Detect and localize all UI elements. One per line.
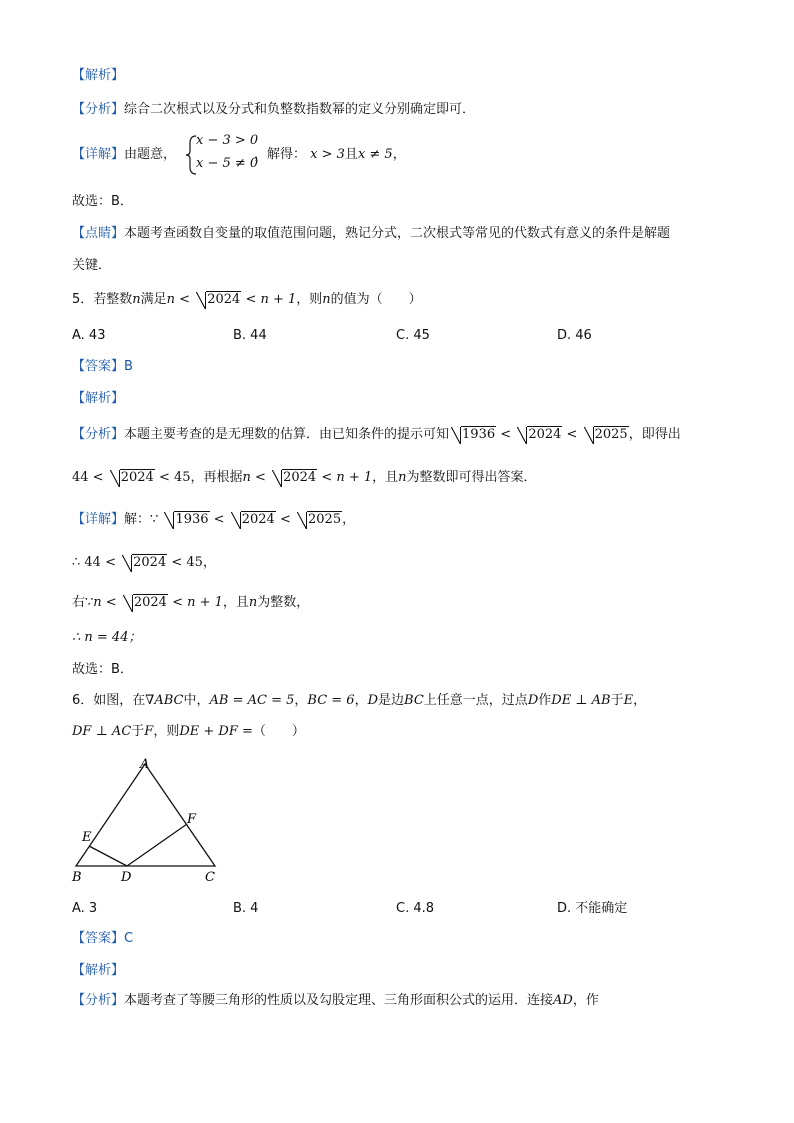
detail-text: 由题意， [124,147,177,162]
ineq-45: < 45 [171,555,203,570]
ineq-44: ∴ 44 < [72,555,116,570]
detail-text: 解：∵ [124,512,159,527]
analysis-text-b: ，即得出 [628,427,681,442]
q6-option-d: D. 不能确定 [557,901,628,916]
comma: ， [392,147,406,162]
sum-de-df: DE + DF = [179,724,253,739]
q5-option-d: D. 46 [557,328,592,343]
text: 作 [538,693,552,708]
ineq-left: n < [93,595,117,610]
text: 为整数， [257,595,310,610]
text: ，作 [572,993,599,1008]
sqrt-2024 [122,553,167,573]
lt-sign: < [279,512,291,527]
q5-option-b: B. 44 [233,328,267,343]
point-d: D [527,693,539,708]
text: （ ） [252,724,305,739]
q6-answer: 【答案】C [72,931,134,946]
label-b: B [72,870,82,885]
triangle-figure [60,752,230,887]
segment-bc: BC [404,693,424,708]
radicand: 2024 [528,427,562,442]
point-d: D [367,693,379,708]
text: ，则 [153,724,180,739]
label-d: D [121,870,132,885]
q4-remark-cont: 关键． [72,258,112,273]
sqrt-2025 [297,510,342,530]
var-n: n [322,292,331,307]
lt-sign: < [500,427,512,442]
df-perp-ac: DF ⊥ AC [72,724,132,739]
text: 于 [610,693,624,708]
q6-stem-2 [72,722,305,742]
radicand: 2024 [283,470,317,485]
point-e: E [623,693,634,708]
segment-df [127,824,187,866]
solution-label: ，解得： [254,147,307,162]
q5-therefore-1 [72,553,216,573]
q5-therefore-2: ∴ n = 44； [72,630,142,645]
q5-because [72,593,309,613]
q4-choice: 故选：B． [72,194,133,209]
q4-detail [72,145,176,165]
sqrt-2024 [196,290,241,310]
text: ，且 [222,595,249,610]
analysis-tag: 【分析】 [72,427,125,442]
text: ，且 [372,470,399,485]
eq-ab-ac: AB = AC = 5 [209,693,295,708]
q6-stem [72,691,646,711]
q5-option-c: C. 45 [396,328,430,343]
q4-analysis [72,100,475,120]
de-perp-ab: DE ⊥ AB [551,693,611,708]
analysis-text: 综合二次根式以及分式和负整数指数幂的定义分别确定即可． [124,102,476,117]
comma: ， [202,555,216,570]
text: 于 [131,724,145,739]
q5-analysis-line2 [72,468,537,488]
radicand: 2024 [120,470,154,485]
comma: ， [633,693,647,708]
q6-option-b: B. 4 [233,901,259,916]
q5-answer: 【答案】B [72,359,133,374]
comma: ， [342,512,356,527]
q4-remark [72,224,670,244]
ineq-right: < n + 1 [172,595,223,610]
detail-tag: 【详解】 [72,512,125,527]
q5-stem-c: ，则 [296,292,323,307]
q5-option-a: A. 43 [72,328,106,343]
segment-de [89,846,127,866]
ineq-left: n < [242,470,266,485]
ineq-right: < n + 1 [245,292,297,307]
ineq-left: n < [166,292,191,307]
condition-2: x ≠ 5 [357,147,393,162]
label-e: E [82,830,92,845]
var-n: n [132,292,141,307]
because-text: 右∵ [72,595,94,610]
sqrt-1936 [164,510,209,530]
label-f: F [187,812,197,827]
analysis-tag: 【分析】 [72,993,125,1008]
q5-stem [72,290,422,310]
q5-choice: 故选：B． [72,662,133,677]
q5-analysis-heading: 【解析】 [72,391,125,406]
text: 中， [183,693,210,708]
analysis-tag: 【分析】 [72,102,125,117]
radicand: 2025 [308,512,342,527]
radicand: 2024 [207,292,241,307]
label-a: A [140,757,150,772]
segment-ad: AD [553,993,573,1008]
q6-option-c: C. 4.8 [396,901,435,916]
ineq-right: < n + 1 [321,470,373,485]
var-n: n [248,595,258,610]
radicand: 2024 [241,512,275,527]
analysis-text: 本题主要考查的是无理数的估算．由已知条件的提示可知 [124,427,450,442]
text: 为整数即可得出答案． [406,470,537,485]
q5-analysis [72,425,681,445]
ineq-45: < 45 [158,470,191,485]
sqrt-1936 [451,425,496,445]
analysis-heading: 【解析】 [72,68,125,83]
remark-tag: 【点睛】 [72,226,125,241]
q5-stem-a: 5．若整数 [72,292,133,307]
remark-text: 本题考查函数自变量的取值范围问题，熟记分式，二次根式等常见的代数式有意义的条件是解题 [124,226,671,241]
radicand: 1936 [462,427,496,442]
var-n: n [398,470,407,485]
q6-analysis-heading: 【解析】 [72,963,125,978]
lt-sign: < [213,512,225,527]
detail-tag: 【详解】 [72,147,125,162]
sqrt-2024 [517,425,562,445]
ineq-44: 44 < [72,470,104,485]
condition-1: x > 3 [310,147,345,162]
radicand: 2024 [133,595,167,610]
radicand: 1936 [175,512,209,527]
sqrt-2024 [231,510,276,530]
q6-analysis [72,991,599,1011]
label-c: C [205,870,215,885]
sqrt-2024 [123,593,168,613]
sqrt-2024 [110,468,155,488]
lt-sign: < [566,427,578,442]
system-eq-1: x − 3 > 0 [196,133,259,148]
text: ，再根据 [190,470,243,485]
system-eq-2: x − 5 ≠ 0 [196,156,259,171]
q5-detail [72,510,355,530]
comma: ， [354,693,368,708]
radicand: 2025 [594,427,628,442]
q5-stem-d: 的值为（ ） [330,292,422,307]
analysis-text: 本题考查了等腰三角形的性质以及勾股定理、三角形面积公式的运用．连接 [124,993,554,1008]
eq-bc: BC = 6 [307,693,355,708]
q4-solution [254,145,406,165]
q5-stem-b: 满足 [140,292,167,307]
triangle-abc: ∇ABC [145,693,184,708]
point-f: F [144,724,154,739]
sqrt-2025 [584,425,629,445]
and-word: 且 [344,147,358,162]
q6-stem-a: 6．如图，在 [72,693,146,708]
text: 上任意一点，过点 [423,693,528,708]
comma: ， [294,693,308,708]
radicand: 2024 [133,555,167,570]
text: 是边 [378,693,405,708]
sqrt-2024 [272,468,317,488]
q6-option-a: A. 3 [72,901,98,916]
